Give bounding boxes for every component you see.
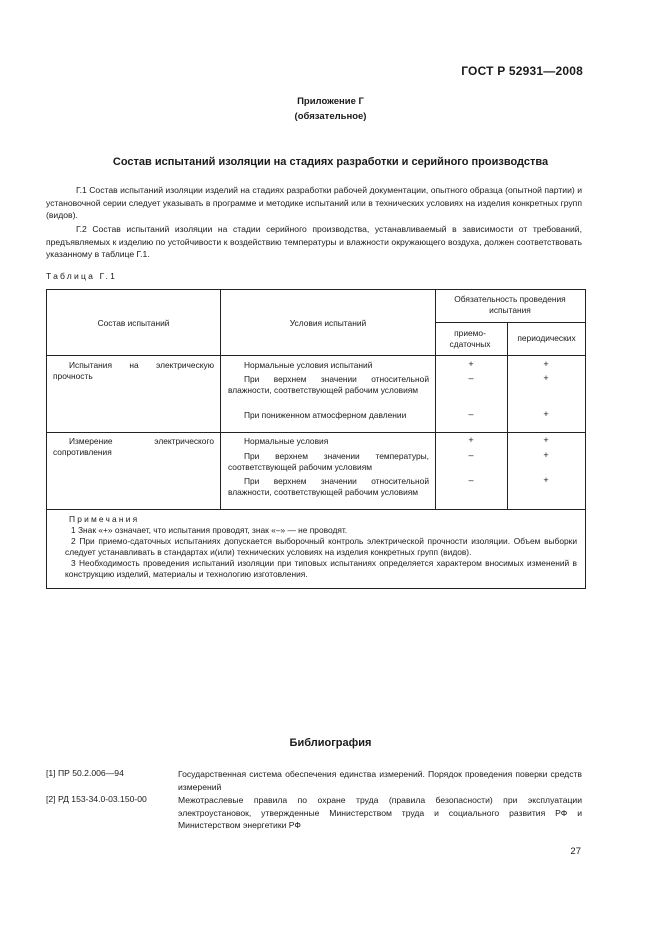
header-acceptance: приемо-сдаточных xyxy=(449,328,491,349)
header-conditions: Условия испытаний xyxy=(289,318,367,328)
table-notes xyxy=(65,514,577,580)
note-text: 2 При приемо-сдаточных испытаниях допускается выборочный контроль электрической прочности изоляции. Объем выборки следует устанавливать в стандартах и(или) технических условиях на изделия конкретных групп (видов). xyxy=(65,536,577,557)
periodic-mark: + xyxy=(543,409,549,419)
bibliography-text: Государственная система обеспечения единства измерений. Порядок проведения поверки средств измерений xyxy=(178,769,582,792)
notes-title: Примечания xyxy=(69,514,140,524)
note-item xyxy=(65,558,577,580)
table-col-divider xyxy=(507,322,508,509)
periodic-mark: + xyxy=(543,373,549,383)
header-obligation: Обязательность проведения испытания xyxy=(454,294,566,315)
acceptance-mark: – xyxy=(468,373,474,383)
standard-code: ГОСТ Р 52931—2008 xyxy=(461,64,583,78)
table-row-divider xyxy=(47,432,585,433)
table-row-divider xyxy=(47,355,585,356)
condition-cell: При пониженном атмосферном давлении xyxy=(244,410,407,420)
bibliography-title: Библиография xyxy=(289,737,372,749)
appendix-heading xyxy=(0,94,661,124)
note-item xyxy=(65,525,577,536)
condition-cell: При верхнем значении температуры, соответствующей рабочим условиям xyxy=(228,451,429,472)
paragraph-g2-text: Г.2 Состав испытаний изоляции на стадии серийного производства, устанавливаемый в зависимости от требований, предъявляемых к изделию по устойчивости к воздействию температуры и влажности окружающего воздуха, должен соответствовать указанному в таблице Г.1. xyxy=(46,224,582,259)
header-periodic: периодических xyxy=(517,333,576,343)
periodic-mark: + xyxy=(543,450,549,460)
acceptance-mark: – xyxy=(468,475,474,485)
acceptance-mark: + xyxy=(468,359,474,369)
section-title: Состав испытаний изоляции на стадиях разработки и серийного производства xyxy=(112,156,549,168)
note-text: 1 Знак «+» означает, что испытания проводят, знак «–» — не проводят. xyxy=(71,525,348,535)
periodic-mark: + xyxy=(543,435,549,445)
condition-cell: При верхнем значении относительной влажности, соответствующей рабочим условиям xyxy=(228,476,429,497)
paragraph-g2 xyxy=(46,223,582,261)
periodic-mark: + xyxy=(543,359,549,369)
bibliography-ref: [1] ПР 50.2.006—94 xyxy=(46,768,124,778)
acceptance-mark: – xyxy=(468,450,474,460)
periodic-mark: + xyxy=(543,475,549,485)
note-item xyxy=(65,536,577,558)
bibliography-text: Межотраслевые правила по охране труда (правила безопасности) при эксплуатации электроустановок, утвержденные Министерством труда и социального развития РФ и Министерством энергетики РФ xyxy=(178,795,582,830)
table-caption: Таблица Г.1 xyxy=(46,271,118,281)
appendix-title: Приложение Г xyxy=(297,96,364,107)
condition-cell: Нормальные условия испытаний xyxy=(244,360,373,370)
condition-cell: При верхнем значении относительной влажности, соответствующей рабочим условиям xyxy=(228,374,429,395)
header-composition: Состав испытаний xyxy=(97,318,170,328)
acceptance-mark: – xyxy=(468,409,474,419)
bibliography-ref: [2] РД 153-34.0-03.150-00 xyxy=(46,794,147,804)
condition-cell: Нормальные условия xyxy=(244,436,329,446)
table-row-divider xyxy=(435,322,585,323)
appendix-status: (обязательное) xyxy=(294,111,367,122)
paragraph-g1 xyxy=(46,184,582,222)
table-row-divider xyxy=(47,509,585,510)
composition-cell: Испытания на электрическую прочность xyxy=(53,360,214,381)
table-g1 xyxy=(46,289,586,589)
page-number: 27 xyxy=(570,846,581,857)
note-text: 3 Необходимость проведения испытаний изоляции при типовых испытаниях определяется характером вносимых изменений в конструкцию изделий, материалы и технологию изготовления. xyxy=(65,558,577,579)
composition-cell: Измерение электрического сопротивления xyxy=(53,436,214,457)
paragraph-g1-text: Г.1 Состав испытаний изоляции изделий на стадиях разработки рабочей документации, опытного образца (опытной партии) и установочной серии следует указывать в программе и методике испытаний или в технических условиях на изделия конкретных групп (видов). xyxy=(46,185,582,220)
acceptance-mark: + xyxy=(468,435,474,445)
